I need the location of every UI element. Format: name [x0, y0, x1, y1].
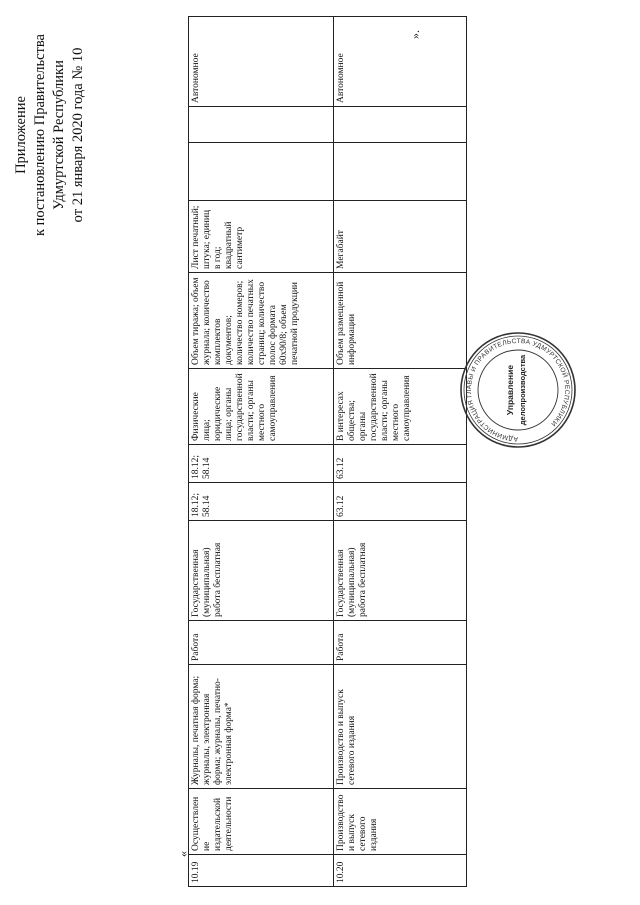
okved-code-2: 63.12 — [334, 445, 467, 483]
okved-code-1: 18.12; 58.14 — [189, 483, 334, 521]
official-seal-stamp — [458, 330, 578, 450]
volume-indicator: Объем размещенной информации — [334, 273, 467, 369]
service-type: Государственная (муниципальная) работа бесплатная — [334, 521, 467, 621]
empty-cell — [334, 107, 467, 143]
document-header — [12, 5, 88, 265]
institution-type: Автономное — [189, 17, 334, 107]
service-content: Производство и выпуск сетевого издания — [334, 665, 467, 789]
service-kind: Работа — [189, 621, 334, 665]
header-line-2: к постановлению Правительства — [32, 34, 48, 236]
empty-cell — [189, 107, 334, 143]
service-name: Производство и выпуск сетевого издания — [334, 789, 467, 855]
empty-cell — [334, 143, 467, 201]
opening-quote: « — [176, 851, 190, 857]
seal-center-line-1: Управление — [505, 364, 515, 416]
seal-center-line-2: делопроизводства — [518, 354, 527, 426]
empty-cell — [189, 143, 334, 201]
service-type: Государственная (муниципальная) работа бесплатная — [189, 521, 334, 621]
volume-indicator: Объем тиража; объем журнала; количество комплектов документов; количество номеров; количество печатных страниц; количество полос формата 60х90/8; объем печатной продукции — [189, 273, 334, 369]
header-line-3: Удмуртской Республики — [51, 60, 67, 210]
service-kind: Работа — [334, 621, 467, 665]
service-content: Журналы, печатная форма; журналы, электронная форма; журналы, печатно-электронная форма* — [189, 665, 334, 789]
table-row — [334, 17, 467, 887]
measure-unit: Мегабайт — [334, 201, 467, 273]
seal-ring-text: АДМИНИСТРАЦИЯ ГЛАВЫ И ПРАВИТЕЛЬСТВА УДМУРТСКОЙ РЕСПУБЛИКИ — [465, 337, 571, 443]
consumers: В интересах общества; органы государственной власти; органы местного самоуправления — [334, 369, 467, 445]
service-name: Осуществление издательской деятельности — [189, 789, 334, 855]
row-number: 10.20 — [334, 855, 467, 887]
okved-code-1: 63.12 — [334, 483, 467, 521]
row-number: 10.19 — [189, 855, 334, 887]
measure-unit: Лист печатный; штука; единиц в год; квадратный сантиметр — [189, 201, 334, 273]
services-table — [188, 16, 467, 887]
okved-code-2: 18.12; 58.14 — [189, 445, 334, 483]
header-line-1: Приложение — [13, 96, 29, 174]
header-line-4: от 21 января 2020 года № 10 — [70, 47, 86, 223]
consumers: Физические лица; юридические лица; органы государственной власти; органы местного самоуправления — [189, 369, 334, 445]
closing-quote: ». — [408, 30, 422, 39]
table-row — [189, 17, 334, 887]
institution-type: Автономное — [334, 17, 467, 107]
